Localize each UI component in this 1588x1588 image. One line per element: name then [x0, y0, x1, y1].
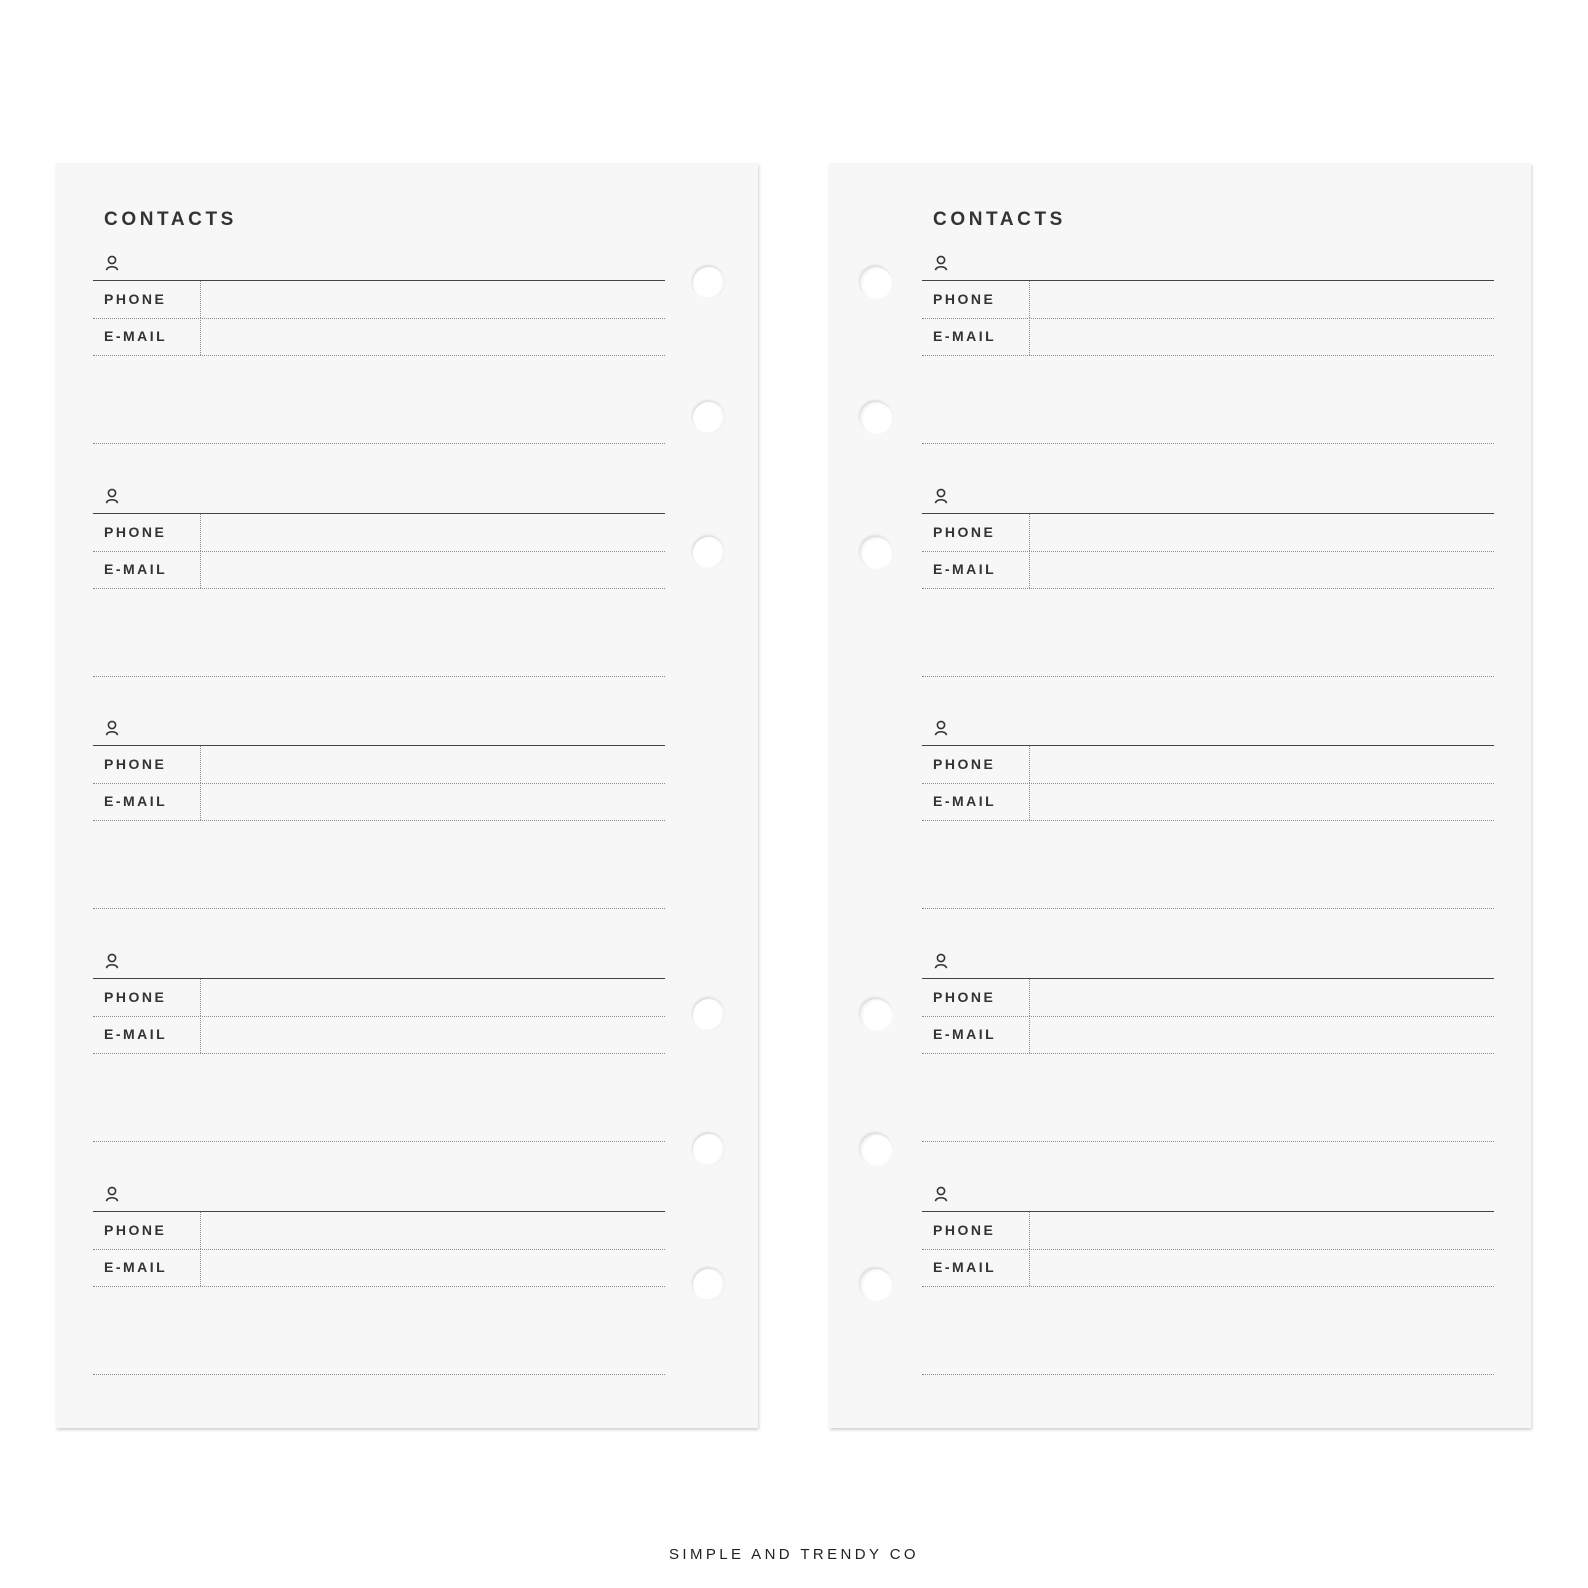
phone-row[interactable] [922, 746, 1494, 784]
email-label: E-MAIL [104, 793, 168, 809]
phone-label: PHONE [933, 291, 996, 307]
phone-label: PHONE [933, 989, 996, 1005]
punch-hole [693, 267, 725, 299]
field-divider [1029, 1016, 1030, 1053]
email-row[interactable] [93, 551, 665, 589]
contact-entry [922, 628, 1494, 838]
field-divider [200, 551, 201, 588]
email-row[interactable] [93, 783, 665, 821]
punch-hole [693, 402, 725, 434]
field-divider [200, 1212, 201, 1249]
phone-label: PHONE [104, 291, 167, 307]
email-row[interactable] [922, 318, 1494, 356]
email-row[interactable] [922, 551, 1494, 589]
phone-row[interactable] [93, 746, 665, 784]
phone-label: PHONE [933, 524, 996, 540]
field-divider [200, 1016, 201, 1053]
field-divider [1029, 318, 1030, 355]
contact-entry [922, 163, 1494, 373]
email-label: E-MAIL [933, 793, 997, 809]
field-divider [1029, 551, 1030, 588]
contact-entry [922, 396, 1494, 606]
field-divider [1029, 281, 1030, 318]
punch-hole [860, 1134, 892, 1166]
phone-row[interactable] [93, 281, 665, 319]
phone-row[interactable] [93, 979, 665, 1017]
punch-hole [693, 999, 725, 1031]
field-divider [200, 783, 201, 820]
field-divider [1029, 1212, 1030, 1249]
field-divider [200, 1249, 201, 1286]
field-divider [1029, 1249, 1030, 1286]
contact-entry [922, 861, 1494, 1071]
punch-hole [860, 999, 892, 1031]
contact-entry [93, 396, 665, 606]
person-icon [934, 1186, 948, 1202]
notes-line[interactable] [93, 1374, 665, 1375]
field-divider [200, 746, 201, 783]
contact-entry [922, 1094, 1494, 1304]
email-label: E-MAIL [104, 561, 168, 577]
planner-page-right [829, 163, 1531, 1428]
email-label: E-MAIL [933, 1259, 997, 1275]
email-row[interactable] [922, 1016, 1494, 1054]
phone-label: PHONE [104, 524, 167, 540]
field-divider [200, 281, 201, 318]
email-label: E-MAIL [933, 1026, 997, 1042]
punch-hole [860, 267, 892, 299]
punch-hole [860, 402, 892, 434]
contact-entry [93, 1094, 665, 1304]
field-divider [1029, 979, 1030, 1016]
email-row[interactable] [93, 1016, 665, 1054]
field-divider [200, 979, 201, 1016]
email-row[interactable] [93, 318, 665, 356]
email-row[interactable] [922, 1249, 1494, 1287]
email-row[interactable] [922, 783, 1494, 821]
punch-hole [693, 1134, 725, 1166]
phone-label: PHONE [104, 756, 167, 772]
email-label: E-MAIL [104, 1026, 168, 1042]
contact-entry [93, 628, 665, 838]
punch-hole [860, 537, 892, 569]
person-icon [105, 255, 119, 271]
email-label: E-MAIL [933, 561, 997, 577]
phone-label: PHONE [933, 756, 996, 772]
punch-hole [693, 1269, 725, 1301]
phone-label: PHONE [104, 989, 167, 1005]
phone-row[interactable] [93, 514, 665, 552]
page-title: CONTACTS [933, 209, 1066, 230]
person-icon [934, 953, 948, 969]
person-icon [105, 720, 119, 736]
phone-row[interactable] [922, 281, 1494, 319]
email-label: E-MAIL [104, 1259, 168, 1275]
person-icon [105, 953, 119, 969]
email-label: E-MAIL [933, 328, 997, 344]
contact-entry [93, 861, 665, 1071]
person-icon [934, 720, 948, 736]
field-divider [1029, 746, 1030, 783]
page-title: CONTACTS [104, 209, 237, 230]
brand-footer: SIMPLE AND TRENDY CO [669, 1546, 919, 1563]
phone-row[interactable] [922, 1212, 1494, 1250]
notes-line[interactable] [922, 1374, 1494, 1375]
email-label: E-MAIL [104, 328, 168, 344]
person-icon [934, 255, 948, 271]
field-divider [1029, 783, 1030, 820]
phone-row[interactable] [922, 514, 1494, 552]
phone-label: PHONE [104, 1222, 167, 1238]
punch-hole [860, 1269, 892, 1301]
contact-entry [93, 163, 665, 373]
phone-row[interactable] [93, 1212, 665, 1250]
field-divider [200, 318, 201, 355]
phone-label: PHONE [933, 1222, 996, 1238]
punch-hole [693, 537, 725, 569]
planner-page-left [56, 163, 758, 1428]
person-icon [934, 488, 948, 504]
person-icon [105, 488, 119, 504]
person-icon [105, 1186, 119, 1202]
phone-row[interactable] [922, 979, 1494, 1017]
email-row[interactable] [93, 1249, 665, 1287]
field-divider [1029, 514, 1030, 551]
field-divider [200, 514, 201, 551]
